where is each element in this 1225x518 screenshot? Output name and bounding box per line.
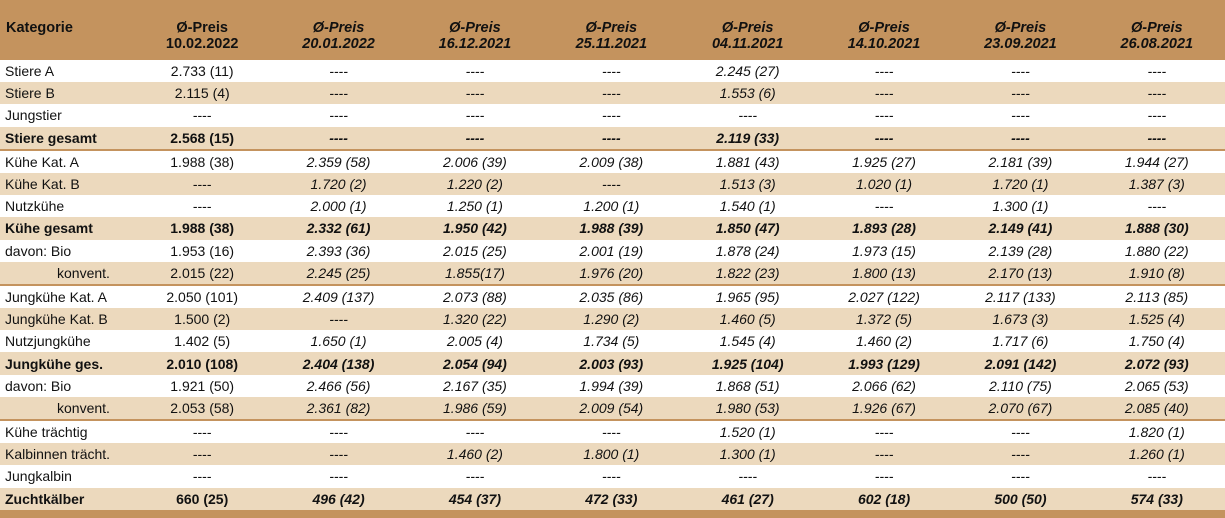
price-cell: 2.009 (54) xyxy=(579,399,644,416)
price-cell: 1.986 (59) xyxy=(443,399,507,416)
row-label: Stiere B xyxy=(5,85,55,102)
price-cell: ---- xyxy=(1011,107,1030,124)
price-cell: 1.320 (22) xyxy=(443,311,507,328)
price-cell: 1.850 (47) xyxy=(715,220,780,237)
price-cell: 2.404 (138) xyxy=(302,355,375,372)
table-row xyxy=(0,60,1225,82)
price-cell: 2.466 (56) xyxy=(306,377,371,394)
price-cell: 660 (25) xyxy=(176,490,229,507)
price-cell: ---- xyxy=(192,446,212,463)
price-cell: 2.117 (133) xyxy=(952,285,1088,308)
table-row xyxy=(0,285,1225,308)
price-cell: 2.073 (88) xyxy=(407,285,543,308)
price-cell: 1.650 (1) xyxy=(310,333,367,350)
price-cell: 1.993 (129) xyxy=(848,355,920,372)
price-cell: 2.393 (36) xyxy=(306,242,371,259)
table-row xyxy=(0,397,1225,420)
price-cell: 2.054 (94) xyxy=(443,355,507,372)
price-cell: 1.950 (42) xyxy=(443,220,507,237)
price-cell: 1.925 (104) xyxy=(711,355,784,372)
price-cell: ---- xyxy=(874,107,894,124)
row-label: Kühe gesamt xyxy=(5,220,93,237)
table-row xyxy=(0,195,1225,217)
price-cell: 454 (37) xyxy=(448,490,502,507)
price-cell: 2.072 (93) xyxy=(1124,355,1189,372)
price-cell: 2.006 (39) xyxy=(407,150,543,173)
price-cell: 2.005 (4) xyxy=(446,333,503,350)
price-cell: 1.800 (13) xyxy=(852,264,916,281)
price-cell: ---- xyxy=(465,129,485,146)
price-cell: ---- xyxy=(329,311,348,328)
row-label: Jungkühe Kat. A xyxy=(0,285,134,308)
price-cell: ---- xyxy=(738,107,758,124)
price-cell: ---- xyxy=(1011,446,1030,463)
row-label: davon: Bio xyxy=(5,377,72,394)
price-cell: 2.568 (15) xyxy=(170,129,235,146)
price-header: Ø-Preis 10.02.2022 xyxy=(165,20,239,52)
row-label: Jungkühe ges. xyxy=(5,355,104,372)
price-cell: 1.988 (38) xyxy=(170,220,235,237)
table-row xyxy=(0,443,1225,465)
price-cell: ---- xyxy=(329,468,348,485)
price-cell: 1.720 (2) xyxy=(310,176,367,193)
price-cell: 1.402 (5) xyxy=(174,333,231,350)
category-header: Kategorie xyxy=(6,20,73,36)
price-cell: ---- xyxy=(465,85,485,102)
row-label: davon: Bio xyxy=(5,242,72,259)
price-cell: 1.553 (6) xyxy=(719,85,776,102)
table-row xyxy=(0,375,1225,397)
price-cell: ---- xyxy=(465,107,485,124)
price-cell: 2.167 (35) xyxy=(443,377,507,394)
price-cell: 2.050 (101) xyxy=(134,285,270,308)
price-cell: 1.921 (50) xyxy=(170,377,235,394)
price-cell: 2.001 (19) xyxy=(579,242,644,259)
row-label: Kühe Kat. A xyxy=(0,150,134,173)
price-cell: 2.009 (38) xyxy=(543,150,679,173)
price-cell: ---- xyxy=(465,468,485,485)
price-cell: ---- xyxy=(738,468,758,485)
price-cell: 2.245 (27) xyxy=(715,63,780,80)
price-cell: 2.332 (61) xyxy=(306,220,371,237)
price-cell: 2.110 (75) xyxy=(989,377,1052,394)
price-cell: 1.734 (5) xyxy=(583,333,640,350)
price-cell: ---- xyxy=(874,85,894,102)
price-cell: ---- xyxy=(1147,129,1167,146)
price-cell: 2.003 (93) xyxy=(579,355,644,372)
table-row xyxy=(0,352,1225,374)
price-cell: 602 (18) xyxy=(857,490,911,507)
price-cell: ---- xyxy=(1147,63,1167,80)
price-cell: 1.500 (2) xyxy=(174,311,231,328)
price-cell: 1.525 (4) xyxy=(1128,311,1185,328)
price-cell: ---- xyxy=(952,420,1088,443)
price-cell: ---- xyxy=(1011,468,1030,485)
price-cell: 2.119 (33) xyxy=(716,129,780,146)
table-row xyxy=(0,262,1225,285)
table-row xyxy=(0,127,1225,150)
price-cell: 1.020 (1) xyxy=(856,176,913,193)
price-cell: 1.925 (27) xyxy=(816,150,952,173)
price-cell: 2.170 (13) xyxy=(988,264,1053,281)
price-cell: ---- xyxy=(874,129,894,146)
price-header: Ø-Preis 26.08.2021 xyxy=(1120,20,1194,52)
table-row xyxy=(0,420,1225,443)
price-cell: ---- xyxy=(601,176,621,193)
table-row xyxy=(0,173,1225,195)
price-cell: 1.545 (4) xyxy=(719,333,776,350)
price-cell: 574 (33) xyxy=(1130,490,1183,507)
price-cell: ---- xyxy=(874,63,894,80)
price-header: Ø-Preis 23.09.2021 xyxy=(984,20,1057,52)
row-label: Jungkalbin xyxy=(5,468,72,485)
price-cell: ---- xyxy=(329,446,348,463)
row-label: Jungkühe Kat. B xyxy=(5,311,108,328)
table-row xyxy=(0,82,1225,104)
price-header: Ø-Preis 14.10.2021 xyxy=(847,20,921,52)
price-header: Ø-Preis 16.12.2021 xyxy=(438,20,512,52)
price-cell: 2.010 (108) xyxy=(166,355,238,372)
price-cell: 1.540 (1) xyxy=(719,198,776,215)
price-cell: 2.000 (1) xyxy=(310,198,367,215)
row-label: Nutzkühe xyxy=(5,198,65,215)
row-label: Kühe Kat. B xyxy=(5,176,80,193)
table-row xyxy=(0,240,1225,262)
price-cell: ---- xyxy=(601,107,621,124)
price-header: Ø-Preis 25.11.2021 xyxy=(575,20,648,52)
price-cell: 1.822 (23) xyxy=(715,264,780,281)
price-cell: 1.220 (2) xyxy=(446,176,503,193)
price-cell: ---- xyxy=(134,420,270,443)
price-cell: ---- xyxy=(407,420,543,443)
price-cell: ---- xyxy=(601,468,621,485)
price-cell: 1.893 (28) xyxy=(852,220,916,237)
price-cell: 1.888 (30) xyxy=(1124,220,1189,237)
price-cell: ---- xyxy=(192,198,212,215)
price-cell: ---- xyxy=(1147,468,1167,485)
price-cell: 1.520 (1) xyxy=(680,420,816,443)
price-cell: 2.115 (4) xyxy=(174,85,230,102)
price-cell: 1.820 (1) xyxy=(1089,420,1225,443)
price-cell: 1.260 (1) xyxy=(1128,446,1185,463)
price-cell: ---- xyxy=(874,446,894,463)
price-cell: 1.300 (1) xyxy=(719,446,776,463)
price-cell: 1.717 (6) xyxy=(992,333,1049,350)
price-cell: ---- xyxy=(192,468,212,485)
row-label: Stiere gesamt xyxy=(5,129,97,146)
price-cell: ---- xyxy=(1147,198,1167,215)
price-cell: 1.750 (4) xyxy=(1128,333,1185,350)
price-cell: 1.953 (16) xyxy=(170,242,235,259)
price-cell: 2.015 (22) xyxy=(170,264,235,281)
price-cell: ---- xyxy=(465,63,485,80)
row-label: Zuchtkälber xyxy=(5,490,85,507)
price-cell: ---- xyxy=(192,176,212,193)
row-label: konvent. xyxy=(57,399,110,416)
price-cell: 2.139 (28) xyxy=(988,242,1053,259)
price-cell: ---- xyxy=(601,85,621,102)
table-row xyxy=(0,488,1225,510)
row-label: Kühe trächtig xyxy=(0,420,134,443)
price-cell: 1.988 (38) xyxy=(134,150,270,173)
price-cell: 1.513 (3) xyxy=(719,176,776,193)
price-cell: 1.988 (39) xyxy=(579,220,644,237)
table-row xyxy=(0,330,1225,352)
price-cell: 2.065 (53) xyxy=(1124,377,1189,394)
price-cell: 1.855(17) xyxy=(444,264,505,281)
price-header: Ø-Preis 20.01.2022 xyxy=(302,20,375,52)
price-cell: ---- xyxy=(1147,107,1167,124)
table-row xyxy=(0,465,1225,487)
price-cell: 2.359 (58) xyxy=(270,150,406,173)
price-cell: 1.878 (24) xyxy=(715,242,780,259)
price-cell: ---- xyxy=(874,468,894,485)
price-cell: ---- xyxy=(1011,129,1030,146)
row-label: Jungstier xyxy=(5,107,62,124)
price-cell: 472 (33) xyxy=(585,490,638,507)
price-cell: ---- xyxy=(601,63,621,80)
row-label: Kalbinnen trächt. xyxy=(5,446,111,463)
price-cell: 1.460 (5) xyxy=(719,311,776,328)
table-row xyxy=(0,217,1225,239)
price-cell: ---- xyxy=(816,420,952,443)
price-cell: ---- xyxy=(329,129,348,146)
price-cell: 2.113 (85) xyxy=(1089,285,1225,308)
price-cell: 1.250 (1) xyxy=(446,198,503,215)
footer-bar xyxy=(0,510,1225,518)
price-cell: 1.868 (51) xyxy=(715,377,780,394)
price-cell: 461 (27) xyxy=(721,490,774,507)
price-cell: 1.290 (2) xyxy=(583,311,640,328)
price-cell: ---- xyxy=(1147,85,1167,102)
price-cell: ---- xyxy=(270,420,406,443)
price-cell: ---- xyxy=(874,198,894,215)
price-cell: 2.181 (39) xyxy=(952,150,1088,173)
row-label: Nutzjungkühe xyxy=(5,333,91,350)
price-cell: ---- xyxy=(192,107,212,124)
price-cell: 1.200 (1) xyxy=(583,198,640,215)
price-cell: 2.070 (67) xyxy=(988,399,1053,416)
price-cell: 2.245 (25) xyxy=(306,264,371,281)
price-cell: 1.387 (3) xyxy=(1128,176,1185,193)
price-cell: 500 (50) xyxy=(994,490,1047,507)
price-cell: ---- xyxy=(1011,85,1030,102)
price-cell: 2.091 (142) xyxy=(984,355,1057,372)
price-cell: 2.085 (40) xyxy=(1124,399,1189,416)
price-cell: 1.460 (2) xyxy=(856,333,913,350)
price-cell: 2.361 (82) xyxy=(306,399,371,416)
price-cell: ---- xyxy=(1011,63,1030,80)
price-cell: ---- xyxy=(329,85,348,102)
price-cell: 1.976 (20) xyxy=(579,264,644,281)
price-cell: 1.980 (53) xyxy=(715,399,780,416)
price-cell: 1.460 (2) xyxy=(446,446,503,463)
price-cell: 2.015 (25) xyxy=(443,242,507,259)
table-row xyxy=(0,104,1225,126)
price-cell: 2.027 (122) xyxy=(816,285,952,308)
price-cell: 1.944 (27) xyxy=(1089,150,1225,173)
price-cell: ---- xyxy=(601,129,621,146)
table-row xyxy=(0,150,1225,173)
price-cell: 1.880 (22) xyxy=(1124,242,1189,259)
price-cell: 1.994 (39) xyxy=(579,377,644,394)
price-cell: 496 (42) xyxy=(312,490,365,507)
price-cell: 1.800 (1) xyxy=(583,446,640,463)
header-row xyxy=(0,0,1225,60)
price-cell: 1.881 (43) xyxy=(680,150,816,173)
price-cell: 2.066 (62) xyxy=(852,377,916,394)
price-cell: 2.035 (86) xyxy=(543,285,679,308)
price-cell: 2.053 (58) xyxy=(170,399,235,416)
price-cell: 1.300 (1) xyxy=(992,198,1049,215)
price-cell: ---- xyxy=(543,420,679,443)
price-cell: ---- xyxy=(329,63,348,80)
price-cell: 2.409 (137) xyxy=(270,285,406,308)
row-label: Stiere A xyxy=(5,63,55,80)
price-cell: 1.720 (1) xyxy=(992,176,1049,193)
price-cell: 2.149 (41) xyxy=(988,220,1053,237)
table-row xyxy=(0,308,1225,330)
price-cell: 1.965 (95) xyxy=(680,285,816,308)
price-cell: ---- xyxy=(329,107,348,124)
row-label: konvent. xyxy=(57,264,110,281)
price-cell: 2.733 (11) xyxy=(170,63,234,80)
price-cell: 1.910 (8) xyxy=(1128,264,1185,281)
price-cell: 1.973 (15) xyxy=(852,242,916,259)
price-cell: 1.926 (67) xyxy=(852,399,916,416)
price-header: Ø-Preis 04.11.2021 xyxy=(711,20,784,52)
price-cell: 1.673 (3) xyxy=(992,311,1049,328)
price-cell: 1.372 (5) xyxy=(856,311,913,328)
